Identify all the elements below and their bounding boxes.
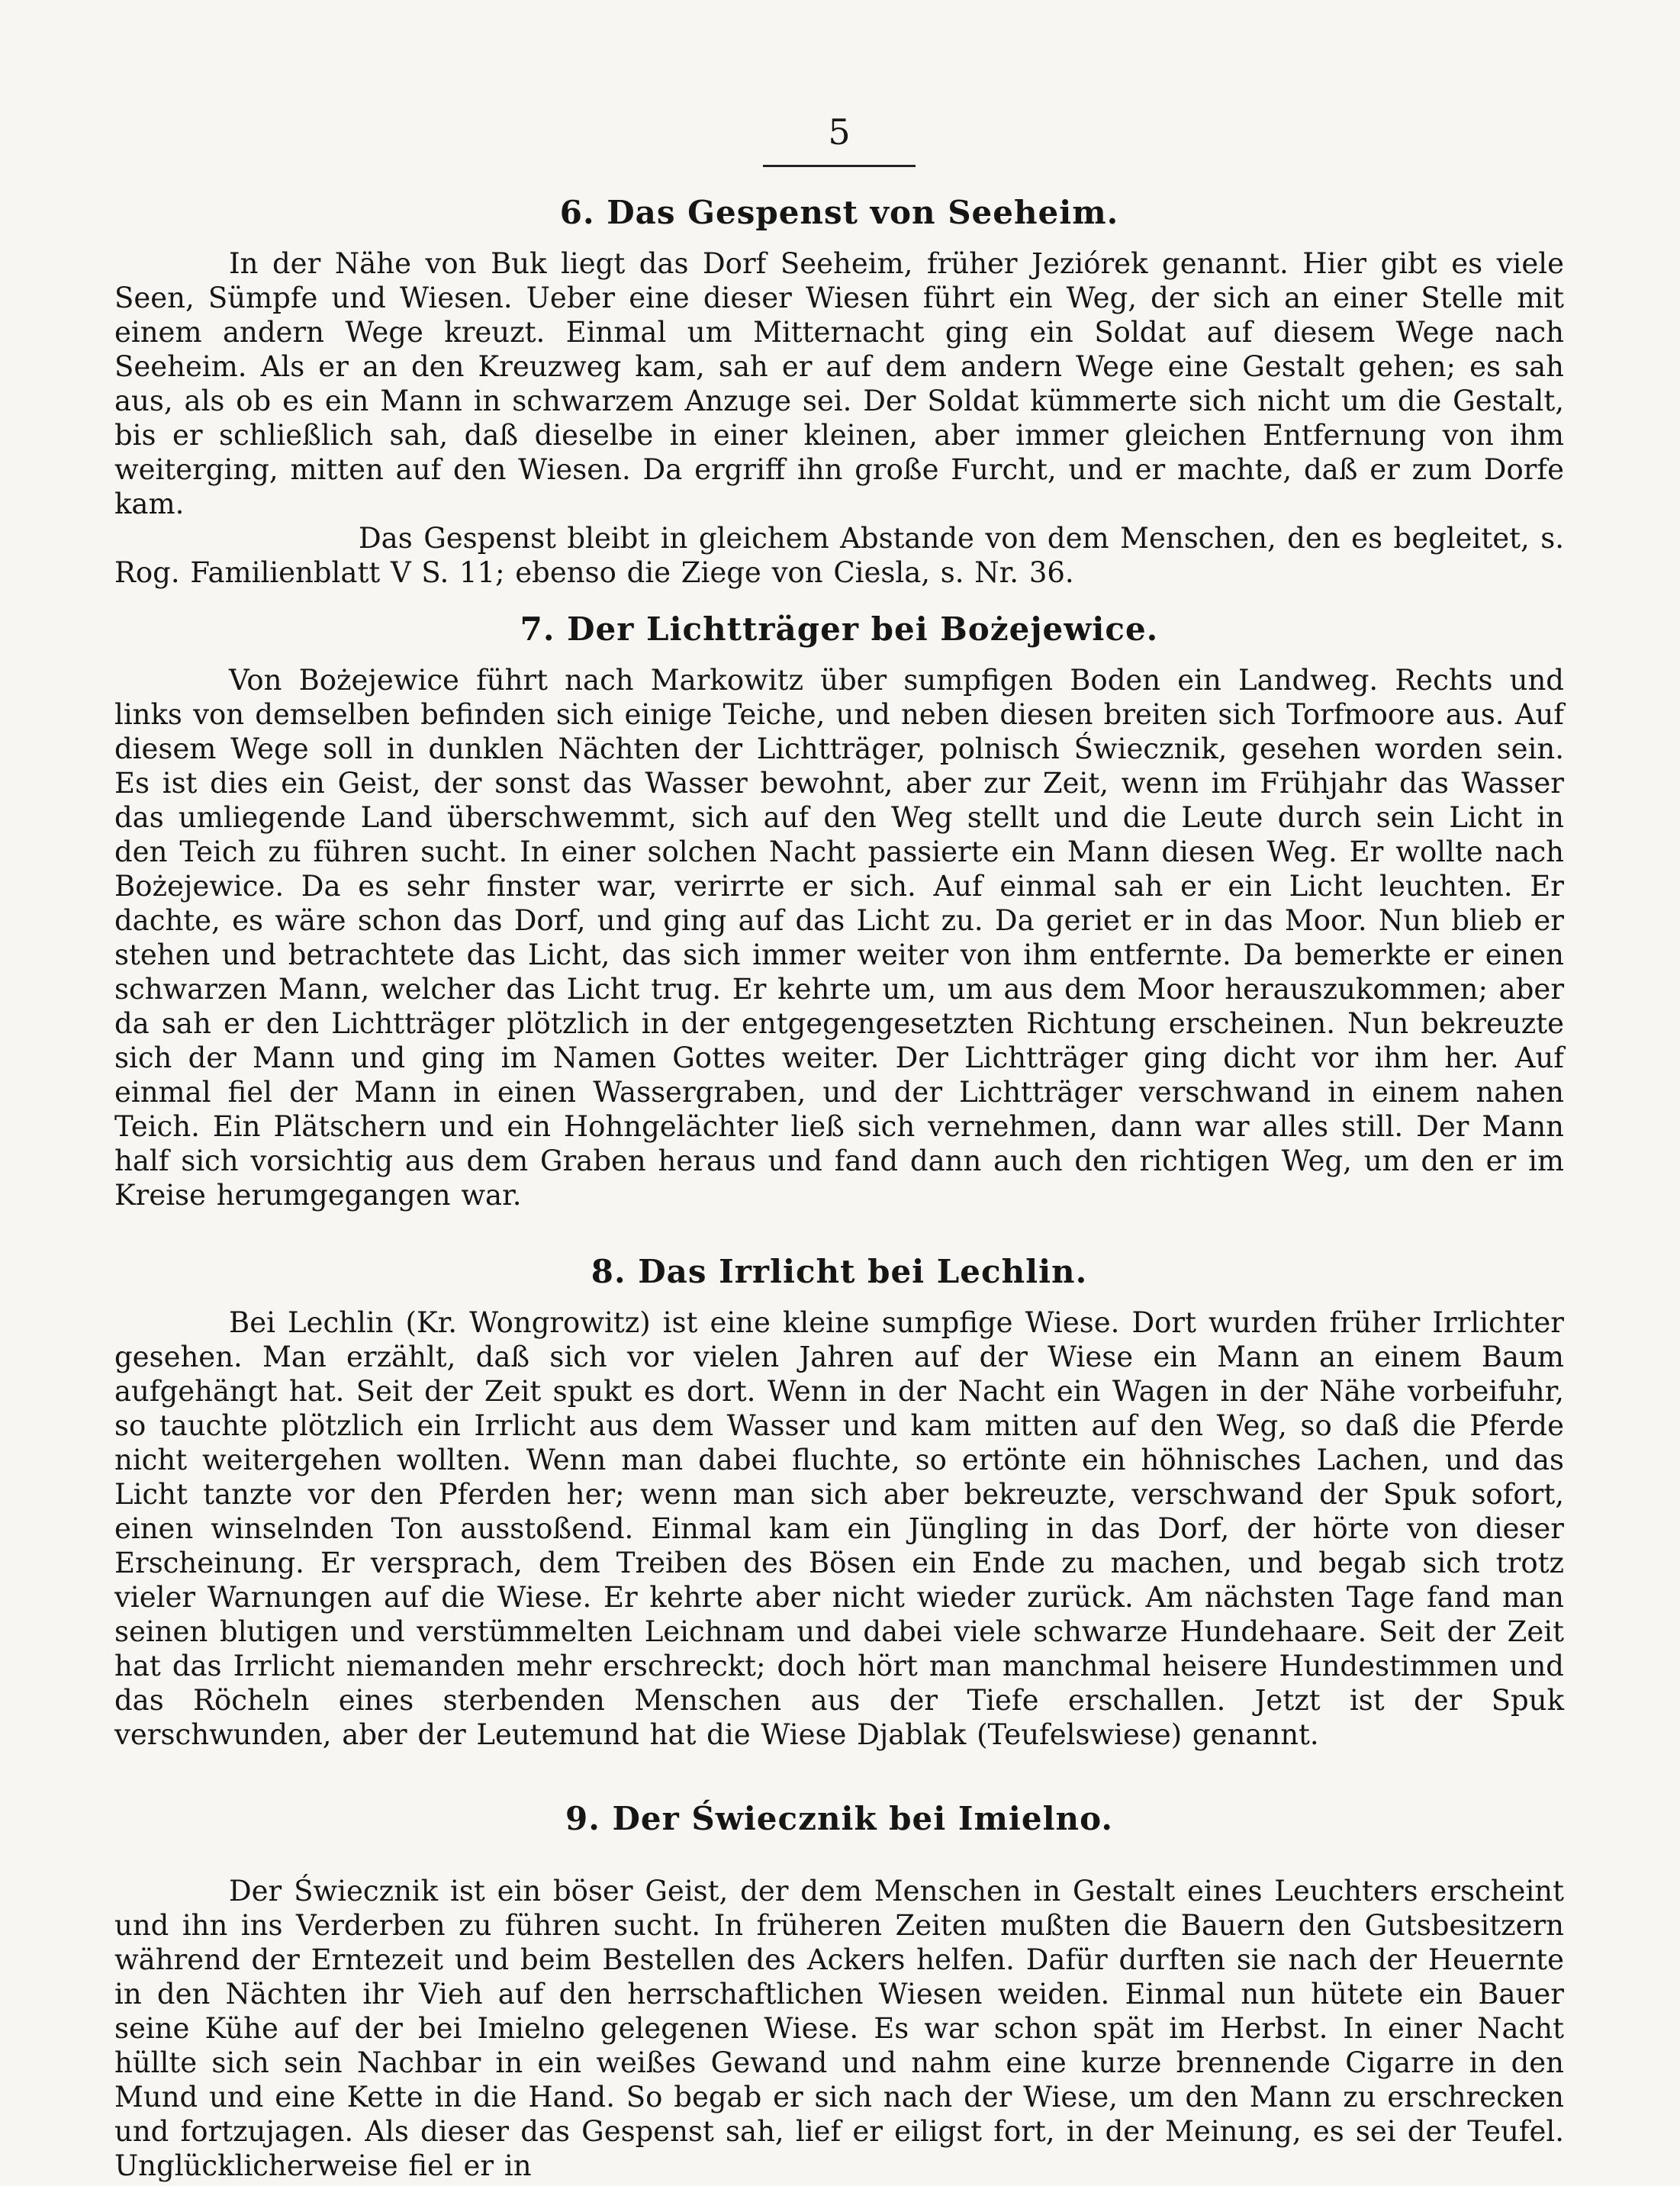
paragraph: Der Świecznik ist ein böser Geist, der dem Menschen in Gestalt eines Leuchters erscheint und ihn ins Verderben zu führen sucht. In früheren Zeiten mußten die Bauern den Gutsbesitzern während der Erntezeit und beim Bestellen des Ackers helfen. Dafür durften sie nach der Heuernte in den Nächten ihr Vieh auf den herrschaftlichen Wiesen weiden. Einmal nun hütete ein Bauer seine Kühe auf der bei Imielno gelegenen Wiese. Es war schon spät im Herbst. In einer Nacht hüllte sich sein Nachbar in ein weißes Gewand und nahm eine kurze brennende Cigarre in den Mund und eine Kette in die Hand. So begab er sich nach der Wiese, um den Mann zu erschrecken und fortzujagen. Als dieser das Gespenst sah, lief er eiligst fort, in der Meinung, es sei der Teufel. Unglücklicherweise fiel er in [114,1875,1564,2182]
section-7 [114,607,1564,1212]
page-number: 5 [828,111,851,153]
section-6 [114,190,1564,590]
paragraph: Von Bożejewice führt nach Markowitz über sumpfigen Boden ein Landweg. Rechts und links von demselben befinden sich einige Teiche, und neben diesen breiten sich Torfmoore aus. Auf diesem Wege soll in dunklen Nächten der Lichtträger, polnisch Świecznik, gesehen worden sein. Es ist dies ein Geist, der sonst das Wasser bewohnt, aber zur Zeit, wenn im Frühjahr das Wasser das umliegende Land überschwemmt, sich auf den Weg stellt und die Leute durch sein Licht in den Teich zu führen sucht. In einer solchen Nacht passierte ein Mann diesen Weg. Er wollte nach Bożejewice. Da es sehr finster war, verirrte er sich. Auf einmal sah er ein Licht leuchten. Er dachte, es wäre schon das Dorf, und ging auf das Licht zu. Da geriet er in das Moor. Nun blieb er stehen und betrachtete das Licht, das sich immer weiter von ihm entfernte. Da bemerkte er einen schwarzen Mann, welcher das Licht trug. Er kehrte um, um aus dem Moor herauszukommen; aber da sah er den Lichtträger plötzlich in der entgegengesetzten Richtung erscheinen. Nun bekreuzte sich der Mann und ging im Namen Gottes weiter. Der Lichtträger ging dicht vor ihm her. Auf einmal fiel der Mann in einen Wassergraben, und der Lichtträger verschwand in einem nahen Teich. Ein Plätschern und ein Hohngelächter ließ sich vernehmen, dann war alles still. Der Mann half sich vorsichtig aus dem Graben heraus und fand dann auch den richtigen Weg, um den er im Kreise herumgegangen war. [114,664,1564,1212]
paragraph: Bei Lechlin (Kr. Wongrowitz) ist eine kleine sumpfige Wiese. Dort wurden früher Irrlichter gesehen. Man erzählt, daß sich vor vielen Jahren auf der Wiese ein Mann an einem Baum aufgehängt hat. Seit der Zeit spukt es dort. Wenn in der Nacht ein Wagen in der Nähe vorbeifuhr, so tauchte plötzlich ein Irrlicht aus dem Wasser und kam mitten auf den Weg, so daß die Pferde nicht weitergehen wollten. Wenn man dabei fluchte, so ertönte ein höhnisches Lachen, und das Licht tanzte vor den Pferden her; wenn man sich aber bekreuzte, verschwand der Spuk sofort, einen winselnden Ton ausstoßend. Einmal kam ein Jüngling in das Dorf, der hörte von dieser Erscheinung. Er versprach, dem Treiben des Bösen ein Ende zu machen, und begab sich trotz vieler Warnungen auf die Wiese. Er kehrte aber nicht wieder zurück. Am nächsten Tage fand man seinen blutigen und verstümmelten Leichnam und dabei viele schwarze Hundehaare. Seit der Zeit hat das Irrlicht niemanden mehr erschreckt; doch hört man manchmal heisere Hundestimmen und das Röcheln eines sterbenden Menschen aus der Tiefe erschallen. Jetzt ist der Spuk verschwunden, aber der Leutemund hat die Wiese Djablak (Teufelswiese) genannt. [114,1306,1564,1751]
section-title: 9. Der Świecznik bei Imielno. [565,1800,1113,1837]
section-title: 8. Das Irrlicht bei Lechlin. [591,1253,1088,1290]
reference-note: Das Gespenst bleibt in gleichem Abstande von dem Menschen, den es begleitet, s. Rog. Familienblatt V S. 11; ebenso die Ziege von Ciesla, s. Nr. 36. [114,522,1564,589]
section-title: 6. Das Gespenst von Seeheim. [559,194,1119,231]
page-number-rule [763,165,916,167]
section-8 [114,1249,1564,1752]
document-page [114,84,1564,2183]
section-9 [114,1796,1564,2183]
paragraph: In der Nähe von Buk liegt das Dorf Seeheim, früher Jeziórek genannt. Hier gibt es viele Seen, Sümpfe und Wiesen. Ueber eine dieser Wiesen führt ein Weg, der sich an einer Stelle mit einem andern Wege kreuzt. Einmal um Mitternacht ging ein Soldat auf diesem Wege nach Seeheim. Als er an den Kreuzweg kam, sah er auf dem andern Wege eine Gestalt gehen; es sah aus, als ob es ein Mann in schwarzem Anzuge sei. Der Soldat kümmerte sich nicht um die Gestalt, bis er schließlich sah, daß dieselbe in einer kleinen, aber immer gleichen Entfernung von ihm weiterging, mitten auf den Wiesen. Da ergriff ihn große Furcht, und er machte, daß er zum Dorfe kam. [114,247,1564,520]
section-title: 7. Der Lichtträger bei Bożejewice. [520,610,1159,648]
